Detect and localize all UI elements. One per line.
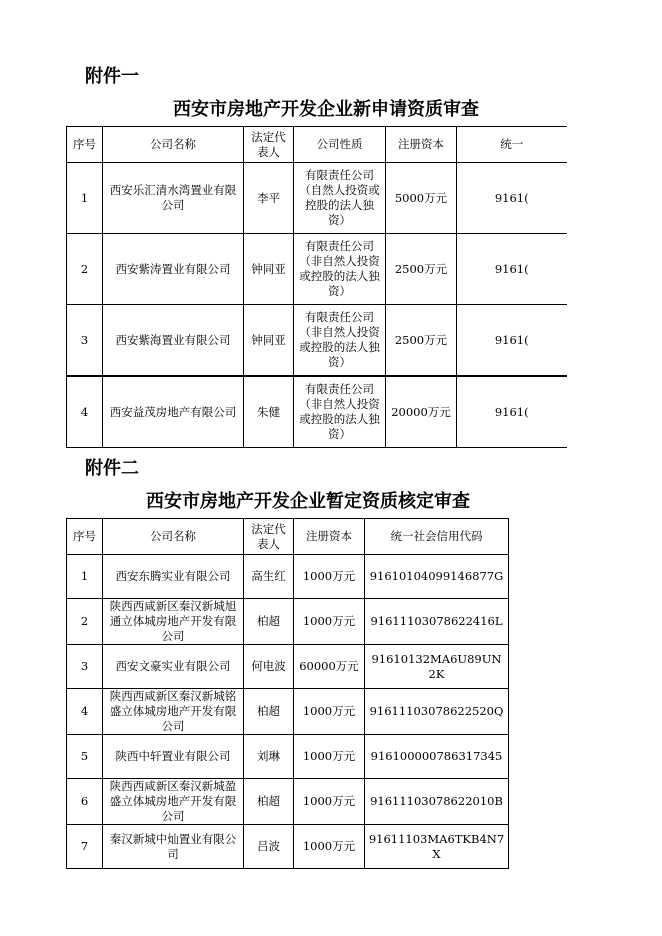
row-credit-code: 91611103MA6TKB4N7X: [365, 825, 509, 869]
row-company-nature: 有限责任公司（非自然人投资或控股的法人独资）: [294, 305, 386, 377]
table-row: [67, 689, 509, 735]
row-credit-code: 9161(: [457, 305, 567, 377]
table-row: [67, 599, 509, 645]
row-legal-rep: 吕波: [244, 825, 294, 869]
row-legal-rep: 柏超: [244, 599, 294, 645]
table-row: [67, 376, 567, 448]
row-company-name: 陕西西咸新区秦汉新城铭盛立体城房地产开发有限公司: [103, 689, 244, 735]
table-row: [67, 645, 509, 689]
row-company-name: 西安紫涛置业有限公司: [103, 234, 244, 305]
row-company-name: 西安乐汇清水湾置业有限公司: [103, 163, 244, 234]
row-legal-rep: 钟同亚: [244, 234, 294, 305]
row-no: 4: [67, 376, 103, 448]
row-registered-capital: 1000万元: [294, 735, 365, 779]
attachment1-table: [66, 126, 567, 448]
header-registered-capital: 注册资本: [294, 519, 365, 555]
row-no: 1: [67, 555, 103, 599]
row-no: 6: [67, 779, 103, 825]
row-no: 2: [67, 599, 103, 645]
header-credit-code: 统一社会信用代码: [365, 519, 509, 555]
header-no: 序号: [67, 519, 103, 555]
row-no: 5: [67, 735, 103, 779]
header-company-name: 公司名称: [103, 127, 244, 163]
table-row: [67, 234, 567, 305]
table-row: [67, 779, 509, 825]
attachment1-label: 附件一: [85, 66, 139, 87]
table-row: [67, 825, 509, 869]
attachment1-title: 西安市房地产开发企业新申请资质审查: [173, 99, 479, 120]
row-credit-code: 91611103078622010B: [365, 779, 509, 825]
row-no: 4: [67, 689, 103, 735]
row-company-name: 陕西中轩置业有限公司: [103, 735, 244, 779]
row-company-name: 秦汉新城中灿置业有限公司: [103, 825, 244, 869]
row-no: 3: [67, 645, 103, 689]
header-no: 序号: [67, 127, 103, 163]
table-row: [67, 555, 509, 599]
row-registered-capital: 20000万元: [386, 376, 457, 448]
row-registered-capital: 1000万元: [294, 599, 365, 645]
row-company-name: 西安东腾实业有限公司: [103, 555, 244, 599]
row-legal-rep: 柏超: [244, 689, 294, 735]
row-legal-rep: 刘琳: [244, 735, 294, 779]
row-registered-capital: 2500万元: [386, 305, 457, 377]
header-legal-rep: 法定代表人: [244, 519, 294, 555]
table-header-row: [67, 519, 509, 555]
table-row: [67, 735, 509, 779]
row-registered-capital: 1000万元: [294, 779, 365, 825]
header-legal-rep: 法定代表人: [244, 127, 294, 163]
row-credit-code: 91610104099146877G: [365, 555, 509, 599]
row-legal-rep: 高生红: [244, 555, 294, 599]
attachment2-table: [66, 518, 509, 869]
row-credit-code: 91611103078622520Q: [365, 689, 509, 735]
row-company-nature: 有限责任公司（非自然人投资或控股的法人独资）: [294, 376, 386, 448]
row-no: 2: [67, 234, 103, 305]
row-no: 7: [67, 825, 103, 869]
row-registered-capital: 5000万元: [386, 163, 457, 234]
row-credit-code: 91610132MA6U89UN2K: [365, 645, 509, 689]
row-company-name: 西安文豪实业有限公司: [103, 645, 244, 689]
row-registered-capital: 60000万元: [294, 645, 365, 689]
header-credit-code: 统一: [457, 127, 567, 163]
row-company-name: 陕西西咸新区秦汉新城旭通立体城房地产开发有限公司: [103, 599, 244, 645]
row-registered-capital: 1000万元: [294, 689, 365, 735]
row-company-nature: 有限责任公司（非自然人投资或控股的法人独资）: [294, 234, 386, 305]
attachment2-title: 西安市房地产开发企业暂定资质核定审查: [146, 491, 470, 512]
row-credit-code: 9161(: [457, 376, 567, 448]
table-row: [67, 305, 567, 377]
row-credit-code: 916100000786317345: [365, 735, 509, 779]
row-legal-rep: 钟同亚: [244, 305, 294, 377]
row-legal-rep: 朱健: [244, 376, 294, 448]
row-credit-code: 9161(: [457, 234, 567, 305]
attachment2-label: 附件二: [85, 458, 139, 479]
row-legal-rep: 李平: [244, 163, 294, 234]
row-registered-capital: 1000万元: [294, 825, 365, 869]
header-company-name: 公司名称: [103, 519, 244, 555]
row-credit-code: 9161(: [457, 163, 567, 234]
row-registered-capital: 1000万元: [294, 555, 365, 599]
row-company-name: 陕西西咸新区秦汉新城盈盛立体城房地产开发有限公司: [103, 779, 244, 825]
row-company-name: 西安紫海置业有限公司: [103, 305, 244, 377]
row-no: 3: [67, 305, 103, 377]
row-company-nature: 有限责任公司（自然人投资或控股的法人独资）: [294, 163, 386, 234]
row-no: 1: [67, 163, 103, 234]
row-credit-code: 91611103078622416L: [365, 599, 509, 645]
header-registered-capital: 注册资本: [386, 127, 457, 163]
row-legal-rep: 柏超: [244, 779, 294, 825]
table-row: [67, 163, 567, 234]
row-registered-capital: 2500万元: [386, 234, 457, 305]
row-company-name: 西安益茂房地产有限公司: [103, 376, 244, 448]
header-company-nature: 公司性质: [294, 127, 386, 163]
table-header-row: [67, 127, 567, 163]
row-legal-rep: 何电波: [244, 645, 294, 689]
